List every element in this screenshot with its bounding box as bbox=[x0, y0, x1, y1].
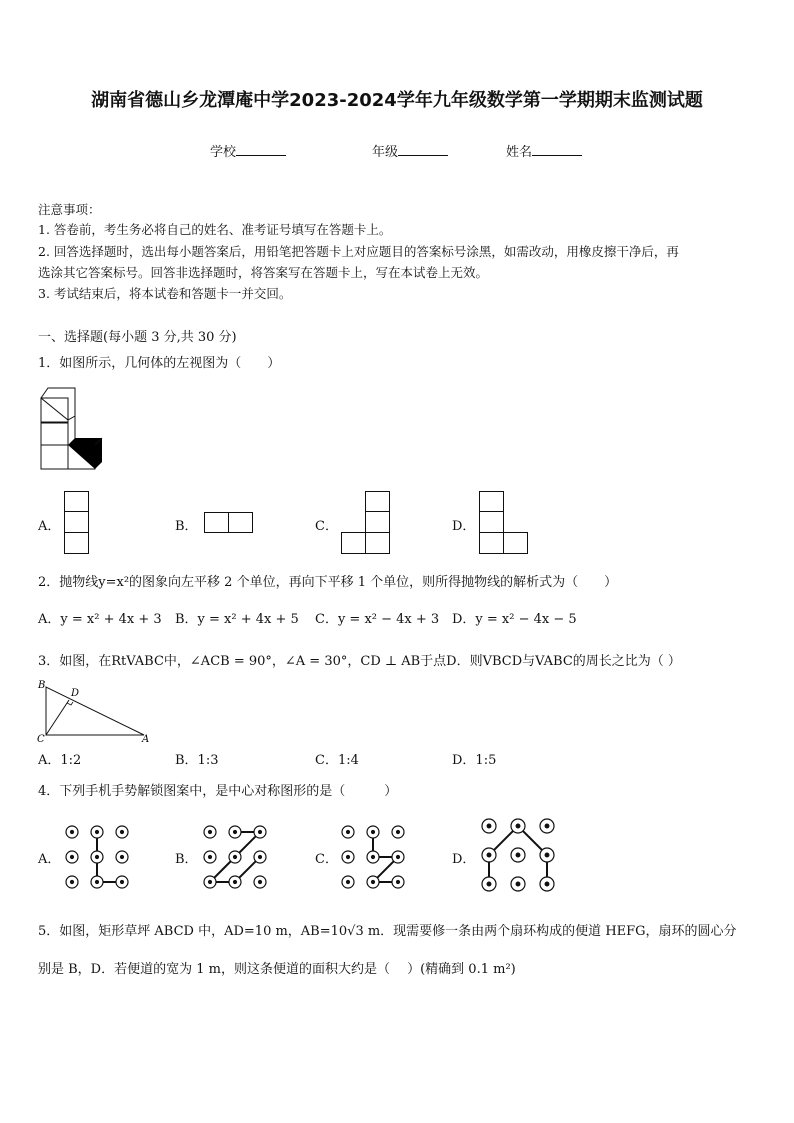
school-label: 学校 bbox=[210, 145, 237, 160]
q1-option-a-label[interactable]: A． bbox=[38, 519, 61, 534]
section-heading: 一、选择题(每小题 3 分,共 30 分) bbox=[38, 330, 237, 345]
grid-dot-center bbox=[545, 824, 550, 829]
grid-dot-center bbox=[545, 853, 550, 858]
q2-option-c[interactable]: C．y = x² − 4x + 3 bbox=[315, 612, 440, 627]
grid-dot-center bbox=[396, 855, 400, 859]
q2-option-b[interactable]: B．y = x² + 4x + 5 bbox=[175, 612, 299, 627]
grid-dot-center bbox=[516, 853, 521, 858]
grid-dot-center bbox=[95, 855, 99, 859]
q3-option-d[interactable]: D．1:5 bbox=[452, 753, 497, 768]
q4-option-d-label[interactable]: D． bbox=[452, 852, 476, 867]
notice-heading: 注意事项： bbox=[38, 202, 101, 217]
q4-option-d-pattern bbox=[478, 815, 560, 897]
q3-option-b[interactable]: B．1:3 bbox=[175, 753, 219, 768]
q4-option-b-label[interactable]: B． bbox=[175, 852, 198, 867]
q2-option-a[interactable]: A．y = x² + 4x + 3 bbox=[38, 612, 162, 627]
grid-dot-center bbox=[371, 830, 375, 834]
q4-option-c-label[interactable]: C． bbox=[315, 852, 338, 867]
grid-dot-center bbox=[233, 830, 237, 834]
grid-dot-center bbox=[487, 882, 492, 887]
grid-dot-center bbox=[120, 880, 124, 884]
name-field bbox=[506, 141, 582, 160]
grid-dot-center bbox=[396, 830, 400, 834]
q4-option-b-pattern bbox=[200, 822, 270, 892]
grid-dot-center bbox=[371, 880, 375, 884]
notice-item-2a: 2. 回答选择题时，选出每小题答案后，用铅笔把答题卡上对应题目的答案标号涂黑，如需改动，用橡皮擦干净后，再 bbox=[38, 244, 679, 259]
grid-dot-center bbox=[346, 830, 350, 834]
grid-dot-center bbox=[95, 880, 99, 884]
grid-dot-center bbox=[346, 880, 350, 884]
vertex-a: A bbox=[142, 734, 150, 745]
grid-dot-center bbox=[95, 830, 99, 834]
vertex-b: B bbox=[38, 680, 46, 691]
school-blank[interactable] bbox=[236, 143, 286, 156]
q4-stem: 4．下列手机手势解锁图案中，是中心对称图形的是（ ） bbox=[38, 784, 398, 799]
grid-dot-center bbox=[233, 880, 237, 884]
q3-option-a[interactable]: A．1:2 bbox=[38, 753, 82, 768]
grid-dot-center bbox=[208, 880, 212, 884]
grid-dot-center bbox=[208, 855, 212, 859]
name-label: 姓名 bbox=[506, 145, 533, 160]
grid-dot-center bbox=[70, 830, 74, 834]
q4-option-c-pattern bbox=[338, 822, 408, 892]
grid-dot-center bbox=[487, 824, 492, 829]
name-blank[interactable] bbox=[532, 143, 582, 156]
grid-dot-center bbox=[258, 880, 262, 884]
q1-option-a-figure bbox=[64, 491, 90, 555]
grid-dot-center bbox=[208, 830, 212, 834]
q1-option-b-label[interactable]: B． bbox=[175, 519, 198, 534]
grid-dot-center bbox=[258, 855, 262, 859]
grid-dot-center bbox=[396, 880, 400, 884]
grid-dot-center bbox=[545, 882, 550, 887]
vertex-d: D bbox=[71, 688, 80, 699]
q4-option-a-label[interactable]: A． bbox=[38, 852, 61, 867]
q3-triangle-figure bbox=[36, 677, 152, 743]
grid-dot-center bbox=[233, 855, 237, 859]
page-title: 湖南省德山乡龙潭庵中学2023-2024学年九年级数学第一学期期末监测试题 bbox=[91, 90, 703, 111]
q1-option-d-label[interactable]: D． bbox=[452, 519, 476, 534]
q5-line-2: 别是 B，D．若便道的宽为 1 m，则这条便道的面积大约是（ ）(精确到 0.1 m²) bbox=[38, 962, 516, 977]
grid-dot-center bbox=[516, 882, 521, 887]
q5-line-1: 5．如图，矩形草坪 ABCD 中，AD=10 m，AB=10√3 m．现需要修一条由两个扇环构成的便道 HEFG，扇环的圆心分 bbox=[38, 924, 737, 939]
q1-option-b-figure bbox=[204, 512, 254, 534]
grid-dot-center bbox=[371, 855, 375, 859]
grade-blank[interactable] bbox=[398, 143, 448, 156]
grid-dot-center bbox=[516, 824, 521, 829]
notice-item-2b: 选涂其它答案标号。回答非选择题时，将答案写在答题卡上，写在本试卷上无效。 bbox=[38, 265, 489, 280]
q3-option-c[interactable]: C．1:4 bbox=[315, 753, 359, 768]
grid-dot-center bbox=[346, 855, 350, 859]
q2-option-d[interactable]: D．y = x² − 4x − 5 bbox=[452, 612, 577, 627]
grid-dot-center bbox=[258, 830, 262, 834]
grid-dot-center bbox=[70, 880, 74, 884]
grid-dot-center bbox=[120, 830, 124, 834]
q4-option-a-pattern bbox=[62, 822, 132, 892]
vertex-c: C bbox=[37, 734, 45, 745]
grade-label: 年级 bbox=[372, 145, 399, 160]
notice-item-1: 1. 答卷前，考生务必将自己的姓名、准考证号填写在答题卡上。 bbox=[38, 222, 392, 237]
school-field bbox=[210, 141, 286, 160]
q1-stem: 1．如图所示，几何体的左视图为（ ） bbox=[38, 356, 281, 371]
grid-dot-center bbox=[120, 855, 124, 859]
q1-option-c-figure bbox=[341, 491, 391, 555]
q1-option-d-figure bbox=[479, 491, 529, 555]
grid-dot-center bbox=[487, 853, 492, 858]
q2-stem: 2．抛物线y=x²的图象向左平移 2 个单位，再向下平移 1 个单位，则所得抛物线的解析式为（ ） bbox=[38, 575, 618, 590]
grid-dot-center bbox=[70, 855, 74, 859]
q3-stem: 3．如图，在RtVABC中，∠ACB = 90°，∠A = 30°，CD ⊥ AB于点D．则VBCD与VABC的周长之比为（ ） bbox=[38, 654, 681, 669]
q1-solid-figure bbox=[40, 387, 105, 471]
notice-item-3: 3. 考试结束后，将本试卷和答题卡一并交回。 bbox=[38, 286, 292, 301]
q1-option-c-label[interactable]: C． bbox=[315, 519, 338, 534]
grade-field bbox=[372, 141, 448, 160]
